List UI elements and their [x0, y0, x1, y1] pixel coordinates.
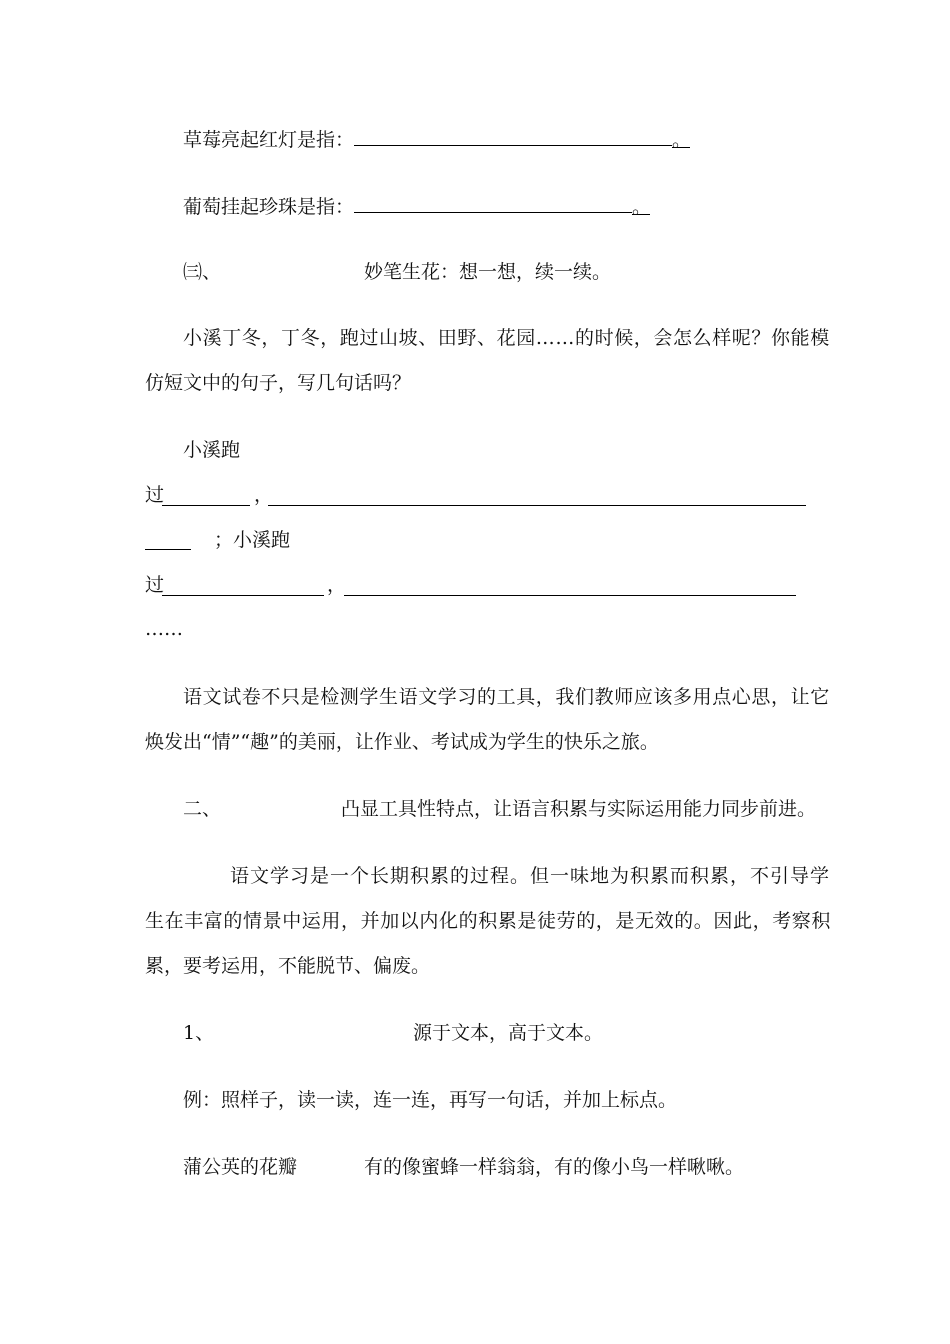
answer-end-grape: 。 — [632, 196, 652, 218]
dandelion-right: 有的像蜜蜂一样翁翁，有的像小鸟一样啾啾。 — [364, 1156, 745, 1178]
section-two-number: 二、 — [183, 798, 222, 820]
subsection-1-number: 1、 — [183, 1022, 215, 1044]
section-3-title: 妙笔生花：想一想，续一续。 — [364, 261, 612, 283]
fill-prompt-b: 过 — [145, 484, 165, 506]
paragraph-accum-line1: 语文学习是一个长期积累的过程。但一味地为积累而积累，不引导学 — [230, 865, 831, 887]
section-two-title: 凸显工具性特点，让语言积累与实际运用能力同步前进。 — [341, 798, 817, 820]
fill-blank-3[interactable] — [145, 549, 191, 550]
dandelion-left: 蒲公英的花瓣 — [183, 1156, 298, 1178]
answer-blank-grape[interactable] — [354, 192, 632, 213]
fill-prompt-c: ；小溪跑 — [214, 529, 291, 551]
question-grape — [183, 192, 650, 220]
question-strawberry-label: 草莓亮起红灯是指： — [183, 129, 355, 151]
subsection-1-title: 源于文本，高于文本。 — [413, 1022, 604, 1044]
fill-ellipsis: …… — [145, 618, 183, 640]
answer-blank-strawberry[interactable] — [354, 125, 672, 146]
example-instruction: 例：照样子，读一读，连一连，再写一句话，并加上标点。 — [183, 1089, 678, 1111]
fill-blank-2[interactable] — [268, 505, 806, 506]
fill-blank-1[interactable] — [162, 505, 250, 506]
paragraph-stream-line1: 小溪丁冬，丁冬，跑过山坡、田野、花园……的时候，会怎么样呢？你能模 — [183, 327, 830, 349]
question-strawberry — [183, 125, 690, 153]
question-grape-label: 葡萄挂起珍珠是指： — [183, 196, 355, 218]
answer-end-strawberry: 。 — [672, 129, 692, 151]
fill-prompt-d: 过 — [145, 574, 165, 596]
paragraph-stream-line2: 仿短文中的句子，写几句话吗？ — [145, 372, 412, 394]
paragraph-exam-line2: 焕发出“情”“趣”的美丽，让作业、考试成为学生的快乐之旅。 — [145, 731, 659, 753]
fill-prompt-a: 小溪跑 — [183, 439, 241, 461]
section-3-number: ㈢、 — [183, 261, 222, 283]
fill-blank-4[interactable] — [162, 595, 324, 596]
paragraph-accum-line3: 累，要考运用，不能脱节、偏废。 — [145, 955, 431, 977]
fill-blank-5[interactable] — [344, 595, 796, 596]
fill-comma-2: ， — [327, 574, 347, 596]
paragraph-exam-line1: 语文试卷不只是检测学生语文学习的工具，我们教师应该多用点心思，让它 — [183, 686, 830, 708]
paragraph-accum-line2: 生在丰富的情景中运用，并加以内化的积累是徒劳的，是无效的。因此，考察积 — [145, 910, 832, 932]
fill-comma-1: ， — [254, 484, 274, 506]
